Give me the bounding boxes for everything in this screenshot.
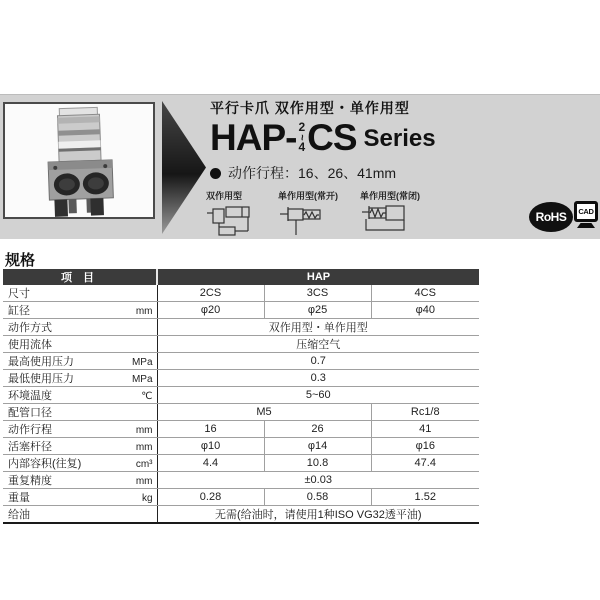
table-row-rod-diameter — [3, 438, 479, 455]
value-cell: 4.4 — [157, 455, 264, 472]
spec-table — [3, 269, 479, 524]
value-cell: 3CS — [264, 285, 371, 302]
item-header-cell: 项 目 — [3, 269, 157, 285]
table-row-size — [3, 285, 479, 302]
symbol-single-acting-normally-open — [278, 189, 338, 237]
row-unit: mm — [135, 442, 153, 453]
value-cell-span: ±0.03 — [157, 472, 479, 489]
value-cell: 41 — [371, 421, 479, 438]
bullet-icon — [210, 168, 221, 179]
table-row-repeatability — [3, 472, 479, 489]
value-cell-span: 0.7 — [157, 353, 479, 370]
row-label-cell — [3, 336, 157, 353]
value-cell: 2CS — [157, 285, 264, 302]
gripper-product-image — [5, 104, 153, 217]
single-acting-nc-circuit-icon — [360, 203, 412, 237]
single-acting-no-circuit-icon — [278, 203, 330, 237]
value-cell: 0.28 — [157, 489, 264, 506]
row-label: 动作方式 — [8, 322, 52, 334]
value-cell: 47.4 — [371, 455, 479, 472]
value-cell-span: 5~60 — [157, 387, 479, 404]
value-cell: φ14 — [264, 438, 371, 455]
value-cell-span: 0.3 — [157, 370, 479, 387]
row-label: 缸径 — [8, 305, 30, 317]
row-label-cell — [3, 353, 157, 370]
symbol-label: 双作用型 — [206, 191, 243, 201]
rohs-badge — [529, 202, 573, 232]
title-block — [210, 98, 436, 183]
row-label-cell — [3, 285, 157, 302]
size-range-bottom: 4 — [298, 140, 306, 154]
symbol-label: 单作用型(常闭) — [360, 191, 420, 201]
double-acting-circuit-icon — [206, 203, 256, 237]
table-row-port-size — [3, 404, 479, 421]
row-label-cell — [3, 438, 157, 455]
stroke-note: 动作行程：16、26、41mm — [228, 165, 397, 181]
cad-label: CAD — [578, 207, 594, 216]
row-label: 配管口径 — [8, 407, 52, 419]
row-label: 重复精度 — [8, 475, 52, 487]
header-panel — [0, 94, 600, 239]
row-unit: cm³ — [135, 459, 153, 470]
symbol-single-acting-normally-closed — [360, 189, 420, 237]
series-word: Series — [363, 125, 436, 152]
row-label-cell — [3, 506, 157, 524]
value-cell: 10.8 — [264, 455, 371, 472]
row-label: 使用流体 — [8, 339, 52, 351]
product-photo — [3, 102, 155, 219]
table-row-weight — [3, 489, 479, 506]
table-row-fluid — [3, 336, 479, 353]
row-label: 环境温度 — [8, 390, 52, 402]
row-label-cell — [3, 319, 157, 336]
value-cell: 16 — [157, 421, 264, 438]
model-prefix: HAP- — [210, 117, 297, 158]
value-cell-span: M5 — [157, 404, 371, 421]
row-label: 动作行程 — [8, 424, 52, 436]
table-row-internal-volume — [3, 455, 479, 472]
size-range-tilde: ~ — [295, 134, 308, 141]
row-label: 内部容积(往复) — [8, 458, 82, 470]
table-row-lubrication — [3, 506, 479, 524]
rohs-label: RoHS — [535, 210, 567, 224]
value-cell: φ20 — [157, 302, 264, 319]
row-label-cell — [3, 404, 157, 421]
value-cell: φ25 — [264, 302, 371, 319]
value-cell: 4CS — [371, 285, 479, 302]
table-row-action-type — [3, 319, 479, 336]
row-label: 最高使用压力 — [8, 356, 74, 368]
spec-section-heading: 规格 — [5, 252, 36, 269]
row-unit: kg — [141, 493, 153, 504]
row-label-cell — [3, 387, 157, 404]
pneumatic-symbols — [206, 189, 442, 237]
table-row-stroke — [3, 421, 479, 438]
value-cell: 0.58 — [264, 489, 371, 506]
row-label: 活塞杆径 — [8, 441, 52, 453]
table-row-ambient-temp — [3, 387, 479, 404]
size-range-stack — [295, 119, 308, 154]
size-range-top: 2 — [298, 119, 306, 134]
row-unit: mm — [135, 306, 153, 317]
row-label: 重量 — [8, 492, 30, 504]
row-label-cell — [3, 302, 157, 319]
table-row-min-pressure — [3, 370, 479, 387]
value-cell: φ40 — [371, 302, 479, 319]
section-arrow-graphic — [162, 101, 206, 234]
row-unit: mm — [135, 476, 153, 487]
row-label: 给油 — [8, 509, 30, 521]
row-unit: mm — [135, 425, 153, 436]
row-label-cell — [3, 370, 157, 387]
group-header-cell: HAP — [157, 269, 479, 285]
symbol-double-acting — [206, 189, 256, 237]
row-unit: ℃ — [141, 391, 153, 402]
row-label: 最低使用压力 — [8, 373, 74, 385]
value-cell-span: 无需(给油时，请使用1种ISO VG32透平油) — [157, 506, 479, 524]
spec-header-row — [3, 269, 479, 285]
cad-badge — [574, 201, 598, 228]
symbol-label: 单作用型(常开) — [278, 191, 338, 201]
table-row-bore — [3, 302, 479, 319]
value-cell: φ16 — [371, 438, 479, 455]
value-cell: φ10 — [157, 438, 264, 455]
value-cell: 1.52 — [371, 489, 479, 506]
row-unit: MPa — [131, 374, 153, 385]
cad-monitor-base — [577, 223, 595, 228]
value-cell-span: 双作用型・单作用型 — [157, 319, 479, 336]
cad-monitor-icon — [574, 201, 598, 222]
series-title — [210, 119, 436, 156]
row-label-cell — [3, 489, 157, 506]
value-cell-span: 压缩空气 — [157, 336, 479, 353]
row-unit: MPa — [131, 357, 153, 368]
row-label-cell — [3, 472, 157, 489]
stroke-note-line — [210, 163, 436, 183]
value-cell: 26 — [264, 421, 371, 438]
value-cell: Rc1/8 — [371, 404, 479, 421]
row-label-cell — [3, 421, 157, 438]
model-suffix: CS — [307, 117, 357, 158]
table-row-max-pressure — [3, 353, 479, 370]
product-category: 平行卡爪 双作用型・单作用型 — [210, 100, 410, 116]
row-label-cell — [3, 455, 157, 472]
row-label: 尺寸 — [8, 288, 30, 300]
